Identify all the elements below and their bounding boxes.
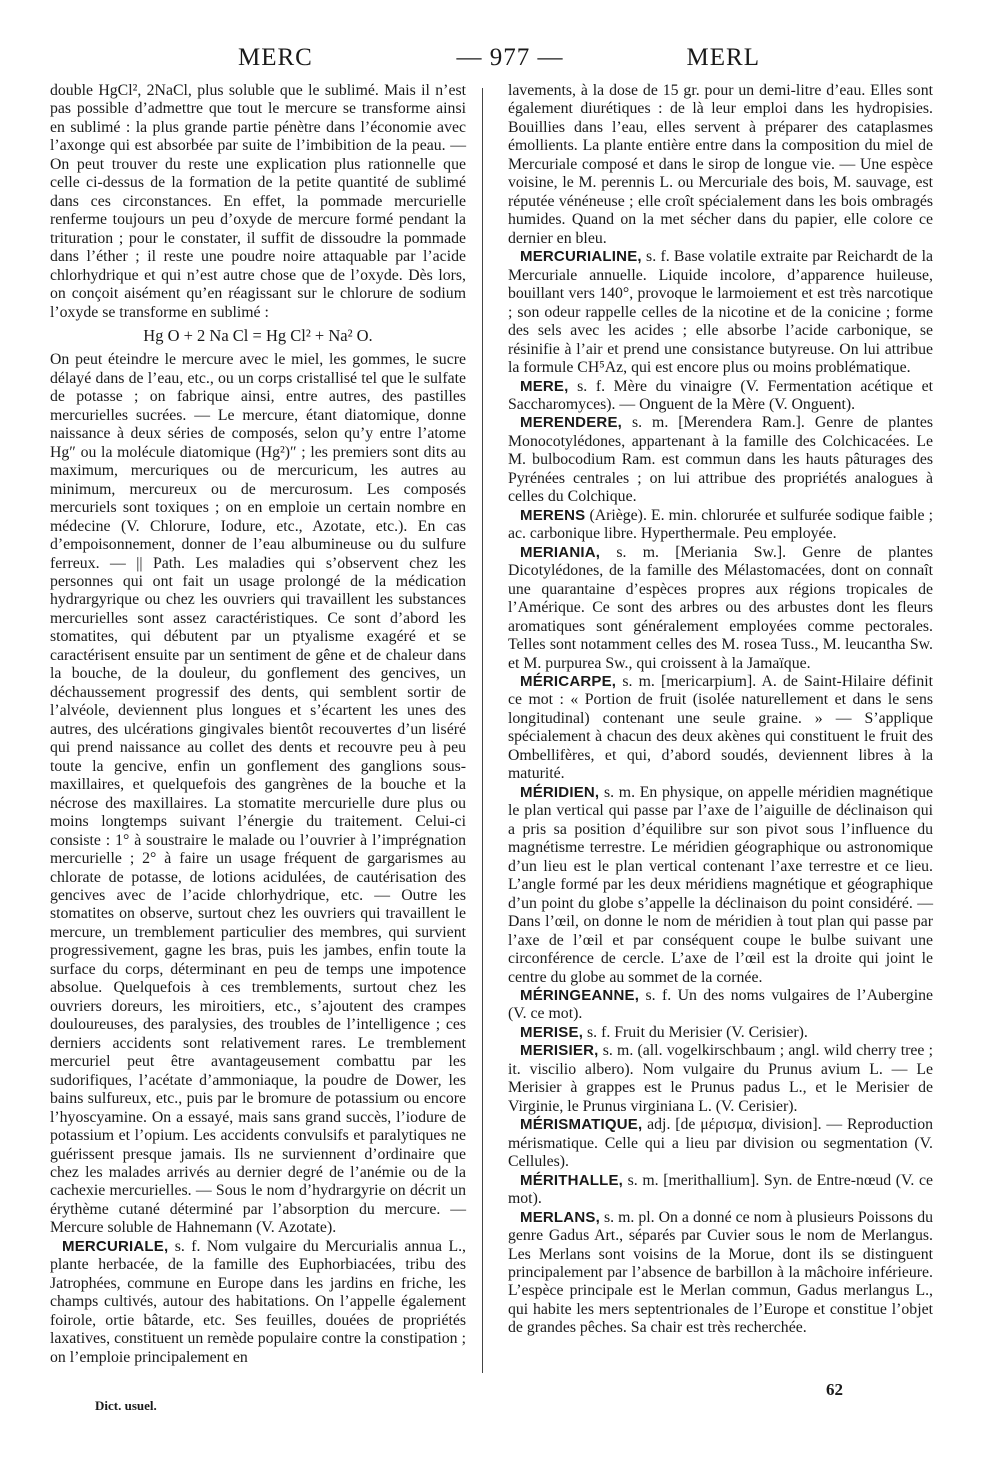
- paragraph: On peut éteindre le mercure avec le miel, les gommes, le sucre délayé dans de l’eau, etc., ou un corps cristallisé tel que le sulfate de potasse ; on fabrique ainsi, entre autres, des pastilles mercurielles sucrées. — Le mercure, étant diatomique, donne naissance à deux séries de composés, selon qu’y entre l’atome Hg″ ou la molécule diatomique (Hg²)″ ; les premiers sont dits au maximum, mercuriques ou de mercuricum, les autres au minimum, mercureux ou de mercurosum. Les composés mercuriels sont toxiques ; on en emploie un certain nombre en médecine (V. Chlorure, Iodure, etc., Azotate, etc.). En cas d’empoisonnement, donner de l’eau albumineuse ou du sulfure ferreux. — || Path. Les maladies qui s’observent chez les personnes qui ont fait un usage prolongé de la médication hydrargyrique ou chez les ouvriers qui travaillent les substances mercurielles sont assez caractéristiques. Ce sont d’abord les stomatites, qui débutent par un ptyalisme exagéré et se caractérisent ensuite par un sentiment de gêne et de chaleur dans la bouche, de la douleur, du gonflement des gencives, un déchaussement progressif des dents, qui semblent sortir de l’alvéole, deviennent plus longues et s’écartent les unes des autres, des ulcérations gingivales bientôt recouvertes d’un liséré qui prend naissance au collet des dents et recouvre peu à peu toute la gencive, enfin un gonflement des ganglions sous-maxillaires, et quelquefois des gangrènes de la bouche et la nécrose des maxillaires. La stomatite mercurielle dure plus ou moins longtemps suivant l’énergie du traitement. Celui-ci consiste : 1° à soustraire le malade ou l’ouvrier à l’imprégnation mercurielle ; 2° à faire un usage fréquent de gargarismes au chlorate de potasse, de lotions acidulées, de cautérisation des gencives avec de l’acide chlorhydrique, etc. — Outre les stomatites on observe, surtout chez les ouvriers qui travaillent le mercure, un tremblement particulier des membres, qui survient progressivement, gagne les bras, puis les jambes, enfin toute la surface du corps, déterminant en peu de temps une impotence absolue. Quelquefois à ces tremblements, surtout chez les ouvriers doreurs, les miroitiers, etc., s’ajoutent des crampes douloureuses, des paralysies, des troubles de l’intelligence ; ces derniers accidents sont relativement rares. Le tremblement mercuriel peut être avantageusement combattu par les sudorifiques, l’acétate d’ammoniaque, la poudre de Dower, les bains sulfureux, etc., puis par le bromure de potassium ou encore l’hyoscyamine. On a essayé, mais sans grand succès, l’iodure de potassium et l’opium. Les accidents convulsifs et paralytiques ne guérissent presque jamais. Ils ne surviennent d’ordinaire que chez les malades arrivés au dernier degré de l’anémie ou de la cachexie mercurielles. — Sous le nom d’hydrargyrie on décrit un érythème cutané déterminé par l’absorption du mercure. — Mercure soluble de Hahnemann (V. Azotate).: [50, 351, 466, 1237]
- left-column: [50, 82, 466, 1367]
- entry-text: s. f. Mère du vinaigre (V. Fermentation acétique et Saccharomyces). — Onguent de la Mère (V. Onguent).: [508, 377, 933, 413]
- entry-text: s. m. [merithallium]. Syn. de Entre-nœud (V. ce mot).: [508, 1171, 933, 1208]
- dictionary-entry: [50, 1238, 466, 1367]
- chemical-formula: Hg O + 2 Na Cl = Hg Cl² + Na² O.: [143, 326, 373, 346]
- dictionary-entry: [508, 987, 933, 1024]
- entry-text: s. f. Fruit du Merisier (V. Cerisier).: [583, 1023, 808, 1041]
- paragraph: double HgCl², 2NaCl, plus soluble que le sublimé. Mais il n’est pas possible d’admettre que tout le mercure se transforme ainsi en sublimé : la plus grande partie pénètre dans l’économie avec l’axonge qui est absorbée par suite de l’imbibition de la peau. — On peut trouver du reste une explication plus rationnelle que celle ci-dessus de la formation de la petite quantité de sublimé dans ces circonstances. En effet, la pommade mercurielle renferme toujours un peu d’oxyde de mercure formé pendant la trituration ; pour le constater, il suffit de dissoudre la pommade dans l’éther ; il reste une poudre noire attaquable par l’acide chlorhydrique et qui n’est autre chose que de l’oxyde. Dès lors, on conçoit aisément qu’en réagissant sur le chlorure de sodium l’oxyde se transforme en sublimé :: [50, 82, 466, 321]
- dictionary-entry: [508, 248, 933, 377]
- entry-headword: MERISIER,: [520, 1042, 599, 1060]
- dictionary-entry: [508, 1172, 933, 1209]
- dictionary-entry: [508, 414, 933, 506]
- entry-text: s. m. pl. On a donné ce nom à plusieurs Poissons du genre Gadus Art., séparés par Cuvier sous le nom de Merlangus. Les Merlans sont voisins de la Morue, dont ils se distinguent principalement par l’absence de barbillon à la mâchoire inférieure. L’espèce principale est le Merlan commun, Gadus merlangus L., qui habite les mers septentrionales de l’Europe et constitue l’objet de grandes pêches. Sa chair est très recherchée.: [508, 1208, 933, 1337]
- header-left-guideword: MERC: [238, 44, 313, 71]
- entry-text: s. m. En physique, on appelle méridien magnétique le plan vertical qui passe par l’axe de l’aiguille de déclinaison qui a pris sa position d’équilibre sur son pivot sous l’influence du magnétisme terrestre. Le méridien géographique ou astronomique d’un lieu est le plan vertical contenant l’axe terrestre et ce lieu. L’angle formé par les deux méridiens magnétique et géographique d’un point du globe s’appelle la déclinaison du point considéré. — Dans l’œil, on donne le nom de méridien à tout plan qui passe par l’axe de l’œil et par conséquent coupe le bulbe suivant une circonférence de cercle. L’axe de l’œil est la droite qui joint le centre du globe au sommet de la cornée.: [508, 783, 933, 986]
- dictionary-entry: [508, 1209, 933, 1338]
- entry-headword: MÉRITHALLE,: [520, 1171, 624, 1189]
- dictionary-entry: [508, 1042, 933, 1116]
- dictionary-entry: [508, 1116, 933, 1171]
- page-number: — 977 —: [456, 44, 564, 71]
- entry-text: s. f. Nom vulgaire du Mercurialis annua L., plante herbacée, de la famille des Euphorbiacées, tribu des Jatrophées, commune en Europe dans les jardins en friche, les champs cultivés, autour des habitations. On l’appelle également foirole, ortie bâtarde, etc. Ses feuilles, douées de propriétés laxatives, constituent un remède populaire contre la constipation ; on l’emploie principalement en: [50, 1237, 466, 1366]
- paragraph: lavements, à la dose de 15 gr. pour un demi-litre d’eau. Elles sont également diurétiques : de là leur emploi dans les hydropisies. Bouillies dans l’eau, elles servent à préparer des cataplasmes émollients. La plante entière entre dans la composition du miel de Mercuriale composé et dans le sirop de longue vie. — Une espèce voisine, le M. perennis L. ou Mercuriale des bois, M. sauvage, est réputée vénéneuse ; elle croît spécialement dans les bois ombragés humides. Quand on la met sécher dans du papier, elle colore ce dernier en bleu.: [508, 82, 933, 247]
- running-header: [50, 44, 950, 80]
- entry-headword: MERLANS,: [520, 1208, 600, 1226]
- dictionary-entry: [508, 507, 933, 544]
- entry-headword: MERCURIALE,: [62, 1237, 169, 1255]
- entry-text: (Ariège). E. min. chlorurée et sulfurée sodique faible ; ac. carbonique libre. Hyperthermale. Peu employée.: [508, 506, 933, 543]
- entry-headword: MÉRICARPE,: [520, 673, 617, 690]
- dictionary-entry: [508, 673, 933, 784]
- entry-headword: MERCURIALINE,: [520, 248, 642, 266]
- entry-text: s. m. (all. vogelkirschbaum ; angl. wild cherry tree ; it. viscilio albero). Nom vulgaire du Prunus avium L. — Le Merisier à grappes est le Prunus padus L., et le Merisier de Virginie, le Prunus virginiana L. (V. Cerisier).: [508, 1042, 933, 1115]
- entry-headword: MÉRISMATIQUE,: [520, 1116, 643, 1134]
- entry-text: s. f. Un des noms vulgaires de l’Aubergine (V. ce mot).: [508, 986, 933, 1023]
- entry-headword: MERE,: [520, 377, 569, 395]
- entry-text: adj. [de μέρισμα, division]. — Reproduction mérismatique. Celle qui a lieu par division ou segmentation (V. Cellules).: [508, 1116, 933, 1171]
- entry-headword: MERENS: [520, 506, 586, 524]
- entry-text: s. m. [Merendera Ram.]. Genre de plantes Monocotylédones, appartenant à la famille des Colchicacées. Le M. bulbocodium Ram. est commun dans les hauts pâturages des Pyrénées centrales ; on lui attribue des propriétés analogues à celles du Colchique.: [508, 414, 933, 506]
- right-column: [508, 82, 933, 1338]
- column-divider: [482, 88, 483, 1373]
- entry-text: s. f. Base volatile extraite par Reichardt de la Mercuriale annuelle. Liquide incolore, d’apparence huileuse, bouillant vers 140°, provoque le larmoiement et est très narcotique ; son odeur rappelle celles de la nicotine et de la conicine ; forme des sels avec les acides ; elle absorbe l’acide carbonique, se résinifie à l’air et prend une consistance butyreuse. On lui attribue la formule CH⁵Az, qui est encore plus ou moins problématique.: [508, 248, 933, 377]
- entry-text: s. m. [Meriania Sw.]. Genre de plantes Dicotylédones, de la famille des Mélastomacées, dont on connaît une quarantaine d’espèces propres aux régions tropicales de l’Amérique. Ce sont des arbres ou des arbustes dont les fleurs aromatiques sont généralement employées comme pectorales. Telles sont notamment celles des M. rosea Tuss., M. leucantha Sw. et M. purpurea Sw., qui croissent à la Jamaïque.: [508, 543, 933, 672]
- dictionary-entry: [508, 544, 933, 673]
- entry-headword: MÉRINGEANNE,: [520, 986, 640, 1004]
- dictionary-entry: [508, 1024, 933, 1042]
- header-right-guideword: MERL: [686, 44, 760, 71]
- footer-signature: Dict. usuel.: [95, 1398, 157, 1413]
- dictionary-entry: [508, 378, 933, 415]
- entry-headword: MÉRIDIEN,: [520, 783, 600, 801]
- entry-text: s. m. [mericarpium]. A. de Saint-Hilaire définit ce mot : « Portion de fruit (isolée naturellement et dans le sens longitudinal) contenant une seule graine. » — S’applique spécialement à chacun des deux akènes qui constituent le fruit des Ombellifères, et qui, d’abord soudés, deviennent libres à la maturité.: [508, 673, 933, 783]
- entry-headword: MERENDERE,: [520, 414, 623, 432]
- dictionary-entry: [508, 784, 933, 987]
- entry-headword: MERIANIA,: [520, 543, 601, 561]
- signature-number: 62: [826, 1380, 843, 1399]
- entry-headword: MERISE,: [520, 1023, 584, 1041]
